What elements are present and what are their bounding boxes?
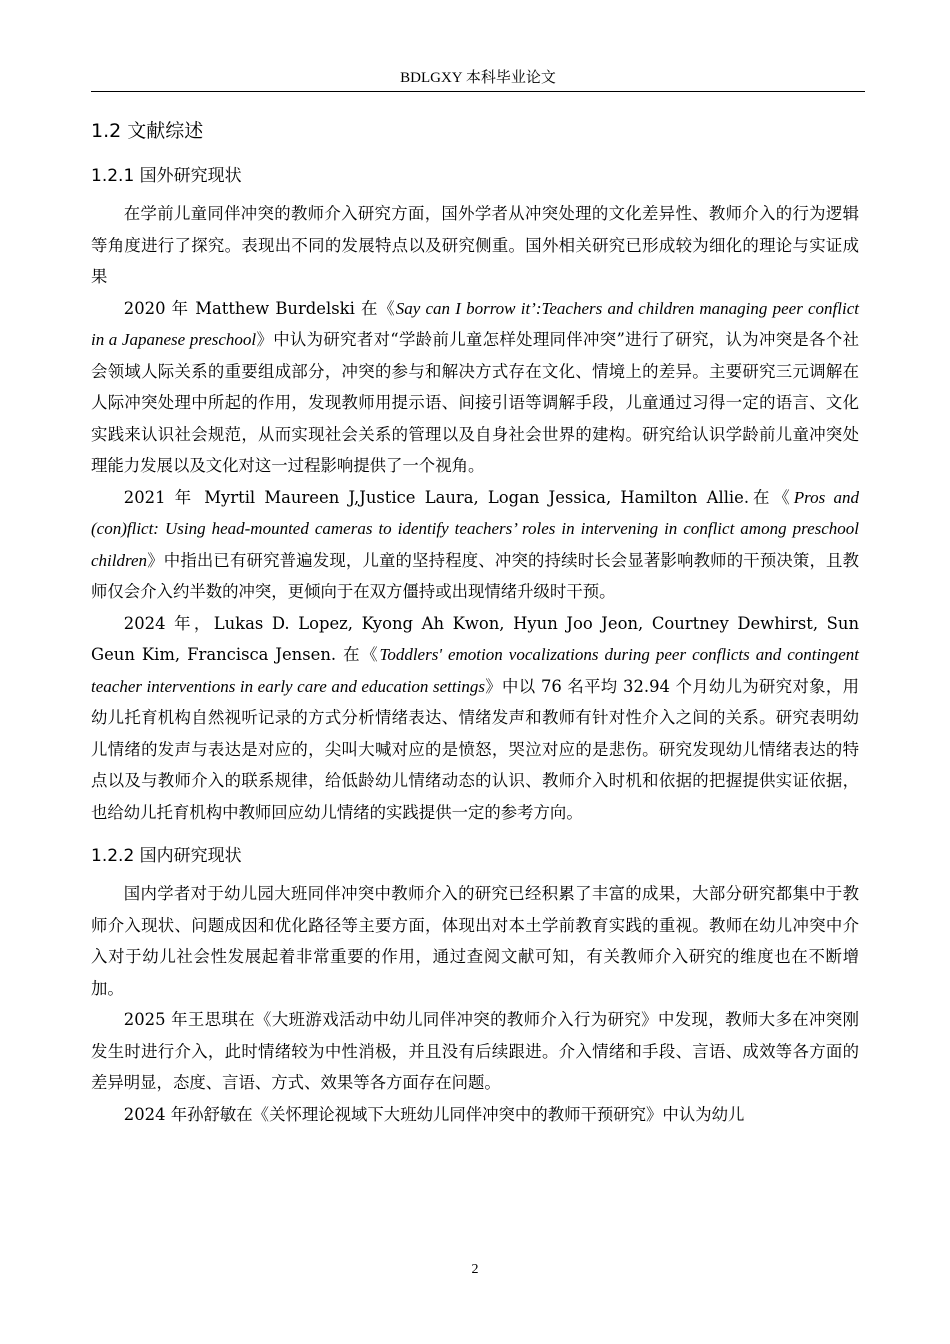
paragraph: 2024 年孙舒敏在《关怀理论视域下大班幼儿同伴冲突中的教师干预研究》中认为幼儿: [123, 1104, 745, 1124]
citation-title: Say can I borrow it’:Teachers and children managing peer conflict in a Japanese preschool: [91, 298, 859, 349]
paragraph: 2025 年王思琪在《大班游戏活动中幼儿同伴冲突的教师介入行为研究》中发现，教师大多在冲突刚发生时进行介入，此时情绪较为中性消极，并且没有后续跟进。介入情绪和手段、言语、成效等各方面的差异明显，态度、言语、方式、效果等各方面存在问题。: [91, 1010, 859, 1092]
paragraph-citation: [91, 608, 859, 829]
paragraph-citation: [91, 293, 859, 482]
paragraph: 国内学者对于幼儿园大班同伴冲突中教师介入的研究已经积累了丰富的成果，大部分研究都集中于教师介入现状、问题成因和优化路径等主要方面，体现出对本土学前教育实践的重视。教师在幼儿冲突中介入对于幼儿社会性发展起着非常重要的作用，通过查阅文献可知，有关教师介入研究的维度也在不断增加。: [91, 884, 859, 998]
running-header: BDLGXY 本科毕业论文: [400, 70, 556, 86]
subsection-heading-foreign: 1.2.1 国外研究现状: [91, 166, 242, 186]
citation-body: 》中以 76 名平均 32.94 个月幼儿为研究对象，用幼儿托育机构自然视听记录的方式分析情绪表达、情绪发声和教师有针对性介入之间的关系。研究表明幼儿情绪的发声与表达是对应的，尖叫大喊对应的是愤怒，哭泣对应的是悲伤。研究发现幼儿情绪表达的特点以及与教师介入的联系规律，给低龄幼儿情绪动态的认识、教师介入时机和依据的把握提供实证依据，也给幼儿托育机构中教师回应幼儿情绪的实践提供一定的参考方向。: [91, 676, 860, 822]
citation-title: Pros and (con)flict: Using head-mounted cameras to identify teachers’ roles in intervening in conflict among preschool children: [91, 487, 859, 570]
section-heading: 1.2 文献综述: [91, 120, 204, 142]
paragraph: 在学前儿童同伴冲突的教师介入研究方面，国外学者从冲突处理的文化差异性、教师介入的行为逻辑等角度进行了探究。表现出不同的发展特点以及研究侧重。国外相关研究已形成较为细化的理论与实证成果: [91, 204, 859, 286]
subsection-heading-domestic: 1.2.2 国内研究现状: [91, 846, 242, 866]
paragraph-citation: [91, 482, 859, 608]
citation-title: Toddlers' emotion vocalizations during peer conflicts and contingent teacher interventions in early care and education settings: [91, 645, 860, 696]
header-rule: [91, 91, 865, 92]
citation-lead: 2021 年 Myrtil Maureen J,Justice Laura, Logan Jessica, Hamilton Allie.在《: [123, 487, 794, 507]
page-content: [91, 112, 859, 1130]
citation-body: 》中认为研究者对“学龄前儿童怎样处理同伴冲突”进行了研究，认为冲突是各个社会领域人际关系的重要组成部分，冲突的参与和解决方式存在文化、情境上的差异。主要研究三元调解在人际冲突处理中所起的作用，发现教师用提示语、间接引语等调解手段，儿童通过习得一定的语言、文化实践来认识社会规范，从而实现社会关系的管理以及自身社会世界的建构。研究给认识学龄前儿童冲突处理能力发展以及文化对这一过程影响提供了一个视角。: [91, 330, 859, 475]
citation-body: 》中指出已有研究普遍发现，儿童的坚持程度、冲突的持续时长会显著影响教师的干预决策，且教师仅会介入约半数的冲突，更倾向于在双方僵持或出现情绪升级时干预。: [91, 550, 859, 601]
citation-lead: 2020 年 Matthew Burdelski 在《: [123, 298, 396, 318]
citation-lead: 2024 年，Lukas D. Lopez, Kyong Ah Kwon, Hyun Joo Jeon, Courtney Dewhirst, Sun Geun Kim, Francisca Jensen. 在《: [91, 613, 859, 664]
page-number: 2: [471, 1262, 479, 1277]
